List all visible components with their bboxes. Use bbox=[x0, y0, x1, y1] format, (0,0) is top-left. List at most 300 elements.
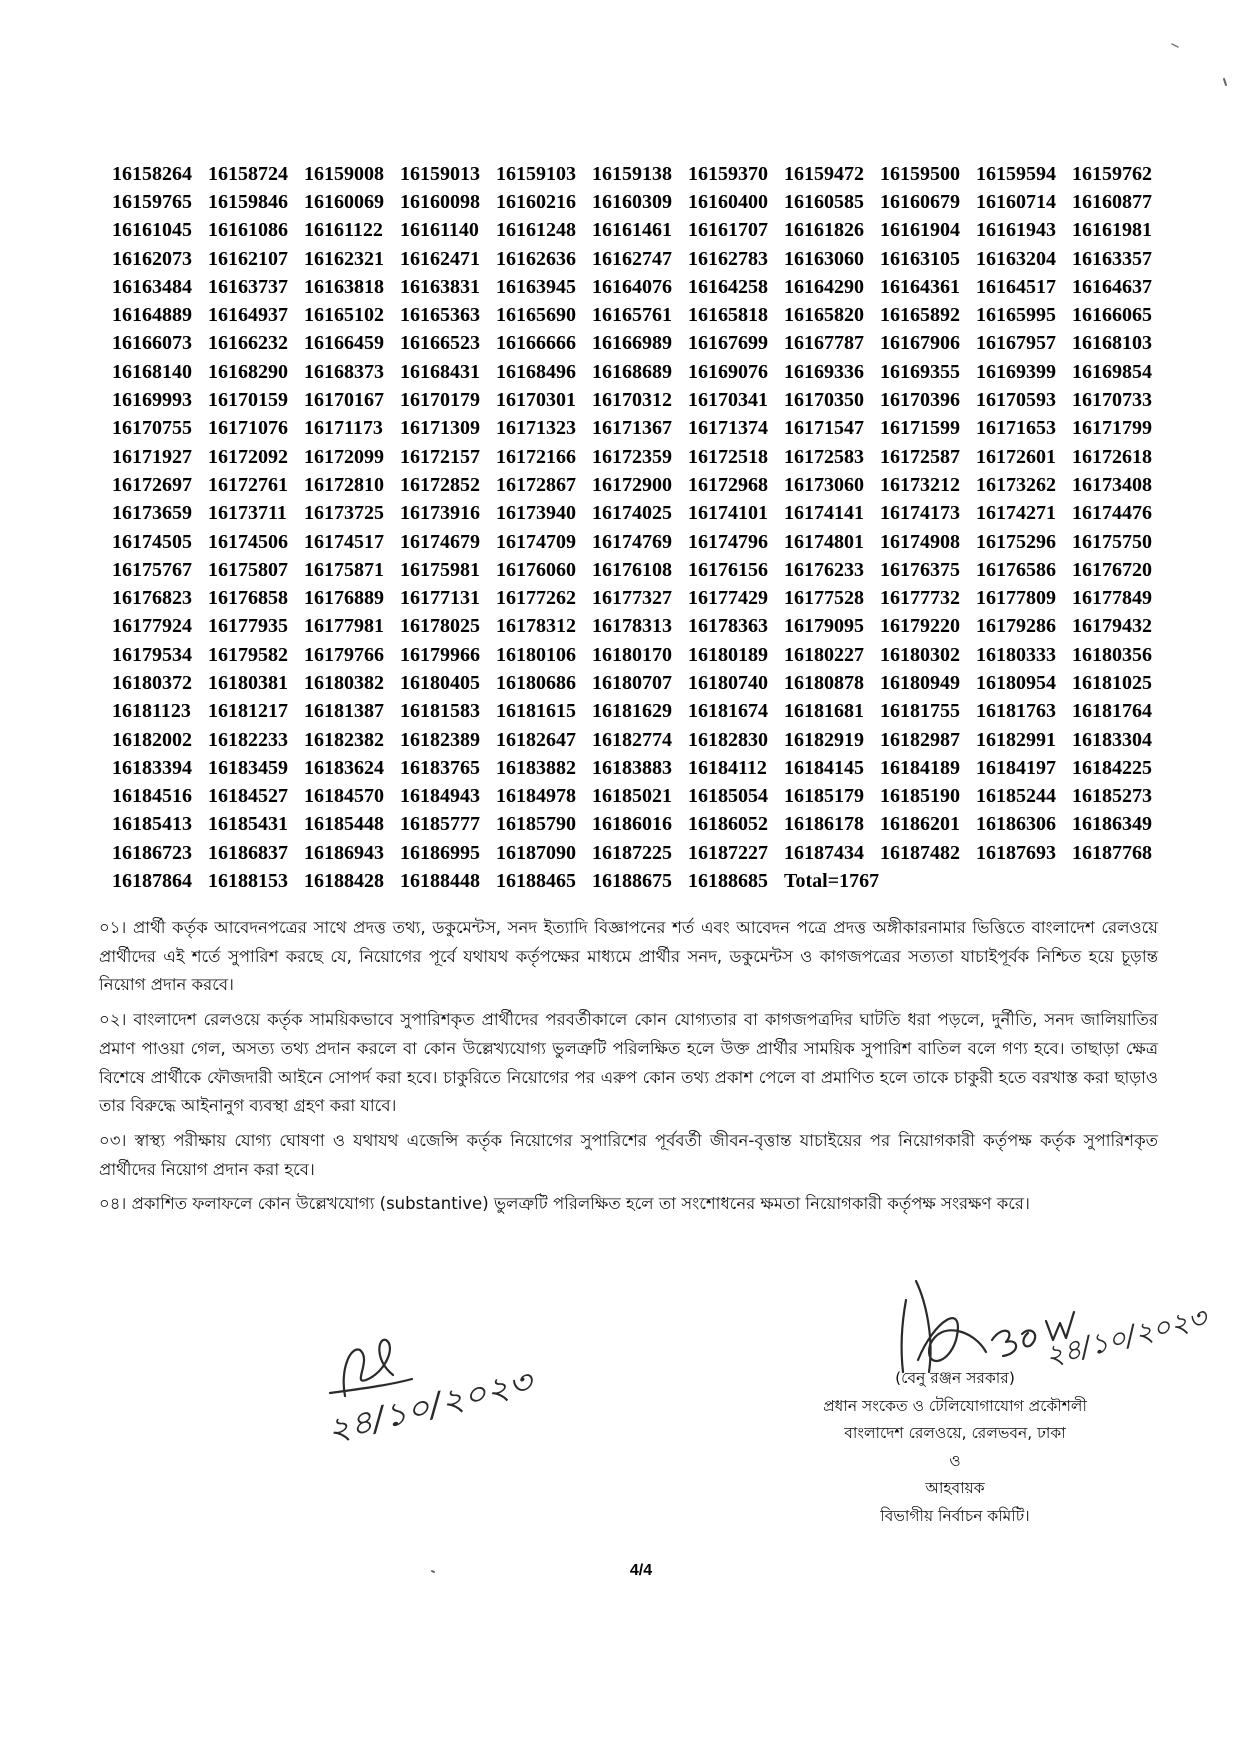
roll-number: 16174517 bbox=[304, 530, 384, 553]
roll-number: 16172518 bbox=[688, 445, 768, 468]
roll-number: 16181629 bbox=[592, 700, 672, 723]
roll-number: 16166459 bbox=[304, 332, 384, 355]
roll-number: 16186201 bbox=[880, 813, 960, 836]
note-2: ০২। বাংলাদেশ রেলওয়ে কর্তৃক সাময়িকভাবে সুপারিশকৃত প্রার্থীদের পরবর্তীকালে কোন যোগ্যতার বা কাগজপত্রদির ঘাটতি ধরা পড়লে, দুর্নীতি, সনদ জালিয়াতির প্রমাণ পাওয়া গেল, অসত্য তথ্য প্রদান করলে বা কোন উল্লেখ্যযোগ্য ভুলত্রুটি পরিলক্ষিত হলে উক্ত প্রার্থীর সাময়িক সুপারিশ বাতিল বলে গণ্য হবে। তাছাড়া ক্ষেত্র বিশেষে প্রার্থীকে ফৌজদারী আইনে সোপর্দ করা হবে। চাকুরিতে নিয়োগের পর এরুপ কোন তথ্য প্রকাশ পেলে বা প্রমাণিত হলে তাকে চাকুরী হতে বরখাস্ত করা ছাড়াও তার বিরুদ্ধে আইনানুগ ব্যবস্থা গ্রহণ করা যাবে। bbox=[99, 1010, 1158, 1116]
roll-number: 16172166 bbox=[496, 445, 576, 468]
signatory-conjunction: ও bbox=[949, 1451, 961, 1470]
roll-number: 16185054 bbox=[688, 785, 768, 808]
roll-number: 16187225 bbox=[592, 841, 672, 864]
roll-number: 16170593 bbox=[976, 389, 1056, 412]
roll-number: 16180106 bbox=[496, 643, 576, 666]
roll-number: 16182991 bbox=[976, 728, 1056, 751]
roll-number: 16159762 bbox=[1072, 162, 1152, 185]
signatory-block bbox=[795, 1365, 1115, 1531]
roll-number: 16167957 bbox=[976, 332, 1056, 355]
roll-number: 16171799 bbox=[1072, 417, 1152, 440]
roll-number: 16187434 bbox=[784, 841, 864, 864]
roll-number: 16161248 bbox=[496, 219, 576, 242]
roll-number: 16170733 bbox=[1072, 389, 1152, 412]
roll-number: 16171653 bbox=[976, 417, 1056, 440]
roll-number: 16162073 bbox=[112, 247, 192, 270]
roll-number: 16170350 bbox=[784, 389, 864, 412]
roll-number: 16186837 bbox=[208, 841, 288, 864]
roll-number: 16179966 bbox=[400, 643, 480, 666]
roll-number: 16174173 bbox=[880, 502, 960, 525]
roll-number: 16171323 bbox=[496, 417, 576, 440]
roll-number: 16185244 bbox=[976, 785, 1056, 808]
roll-number: 16171367 bbox=[592, 417, 672, 440]
roll-number: 16184516 bbox=[112, 785, 192, 808]
roll-number: 16180302 bbox=[880, 643, 960, 666]
roll-number: 16173916 bbox=[400, 502, 480, 525]
roll-number: 16184112 bbox=[688, 756, 767, 779]
note-3: ০৩। স্বাস্থ্য পরীক্ষায় যোগ্য ঘোষণা ও যথাযথ এজেন্সি কর্তৃক নিয়োগের সুপারিশের পূর্ববর্তী জীবন-বৃত্তান্ত যাচাইয়ের পর নিয়োগকারী কর্তৃপক্ষ কর্তৃক সুপারিশকৃত প্রার্থীদের নিয়োগ প্রদান করা হবে। bbox=[99, 1130, 1158, 1179]
roll-number: 16159013 bbox=[400, 162, 480, 185]
roll-number: 16184189 bbox=[880, 756, 960, 779]
roll-number: 16186052 bbox=[688, 813, 768, 836]
roll-number: 16175296 bbox=[976, 530, 1056, 553]
roll-number: 16185790 bbox=[496, 813, 576, 836]
roll-number: 16172867 bbox=[496, 473, 576, 496]
roll-number: 16162636 bbox=[496, 247, 576, 270]
roll-number: 16172587 bbox=[880, 445, 960, 468]
roll-number: 16173725 bbox=[304, 502, 384, 525]
roll-number: 16181583 bbox=[400, 700, 480, 723]
roll-number: 16172359 bbox=[592, 445, 672, 468]
roll-number: 16166232 bbox=[208, 332, 288, 355]
roll-number: 16175767 bbox=[112, 558, 192, 581]
roll-number: 16178313 bbox=[592, 615, 672, 638]
total-count: Total=1767 bbox=[784, 870, 880, 893]
roll-number: 16179095 bbox=[784, 615, 864, 638]
roll-number: 16179766 bbox=[304, 643, 384, 666]
roll-number: 16182830 bbox=[688, 728, 768, 751]
signature-left bbox=[323, 1340, 539, 1450]
roll-number: 16173711 bbox=[208, 502, 287, 525]
roll-number: 16176720 bbox=[1072, 558, 1152, 581]
roll-number: 16171374 bbox=[688, 417, 768, 440]
roll-number: 16168140 bbox=[112, 360, 192, 383]
roll-number: 16159472 bbox=[784, 162, 864, 185]
roll-number: 16174025 bbox=[592, 502, 672, 525]
signatory-office: বাংলাদেশ রেলওয়ে, রেলভবন, ঢাকা bbox=[844, 1424, 1066, 1443]
roll-number: 16161904 bbox=[880, 219, 960, 242]
roll-number: 16169854 bbox=[1072, 360, 1152, 383]
roll-number: 16187768 bbox=[1072, 841, 1152, 864]
roll-number: 16177528 bbox=[784, 587, 864, 610]
roll-number: 16181764 bbox=[1072, 700, 1152, 723]
roll-number: 16172618 bbox=[1072, 445, 1152, 468]
roll-number: 16167906 bbox=[880, 332, 960, 355]
roll-number: 16160585 bbox=[784, 190, 864, 213]
roll-number: 16172761 bbox=[208, 473, 288, 496]
signatory-designation: প্রধান সংকেত ও টেলিযোগাযোগ প্রকৌশলী bbox=[823, 1396, 1087, 1415]
roll-number: 16183459 bbox=[208, 756, 288, 779]
roll-number: 16170755 bbox=[112, 417, 192, 440]
roll-number: 16161122 bbox=[304, 219, 383, 242]
roll-number: 16164889 bbox=[112, 304, 192, 327]
roll-number: 16165818 bbox=[688, 304, 768, 327]
roll-number: 16174101 bbox=[688, 502, 768, 525]
roll-number: 16160098 bbox=[400, 190, 480, 213]
roll-number: 16187693 bbox=[976, 841, 1056, 864]
roll-number: 16185448 bbox=[304, 813, 384, 836]
roll-number: 16176233 bbox=[784, 558, 864, 581]
roll-number: 16182233 bbox=[208, 728, 288, 751]
roll-number: 16172697 bbox=[112, 473, 192, 496]
roll-number: 16160309 bbox=[592, 190, 672, 213]
roll-number: 16186306 bbox=[976, 813, 1056, 836]
roll-number: 16160877 bbox=[1072, 190, 1152, 213]
roll-number: 16170312 bbox=[592, 389, 672, 412]
roll-number: 16161943 bbox=[976, 219, 1056, 242]
roll-number: 16174679 bbox=[400, 530, 480, 553]
roll-number: 16173940 bbox=[496, 502, 576, 525]
roll-number: 16165363 bbox=[400, 304, 480, 327]
roll-number: 16163204 bbox=[976, 247, 1056, 270]
roll-number: 16180227 bbox=[784, 643, 864, 666]
note-4: ০৪। প্রকাশিত ফলাফলে কোন উল্লেখযোগ্য (substantive) ভুলত্রুটি পরিলক্ষিত হলে তা সংশোধনের ক্ষমতা নিয়োগকারী কর্তৃপক্ষ সংরক্ষণ করে। bbox=[99, 1194, 1030, 1214]
roll-number: 16176823 bbox=[112, 587, 192, 610]
roll-number: 16164637 bbox=[1072, 275, 1152, 298]
roll-number: 16159500 bbox=[880, 162, 960, 185]
signature-left-date: ২৪/১০/২০২৩ bbox=[322, 1367, 515, 1450]
roll-number: 16180686 bbox=[496, 671, 576, 694]
roll-number: 16165102 bbox=[304, 304, 384, 327]
signatory-committee: বিভাগীয় নির্বাচন কমিটি। bbox=[880, 1506, 1030, 1525]
roll-number: 16179534 bbox=[112, 643, 192, 666]
roll-number: 16188153 bbox=[208, 870, 288, 893]
roll-number: 16171599 bbox=[880, 417, 960, 440]
roll-number: 16169336 bbox=[784, 360, 864, 383]
roll-number: 16188428 bbox=[304, 870, 384, 893]
roll-number: 16177981 bbox=[304, 615, 384, 638]
roll-number: 16185431 bbox=[208, 813, 288, 836]
roll-number: 16187227 bbox=[688, 841, 768, 864]
roll-number: 16162321 bbox=[304, 247, 384, 270]
roll-number: 16186016 bbox=[592, 813, 672, 836]
roll-number: 16159846 bbox=[208, 190, 288, 213]
roll-number: 16174796 bbox=[688, 530, 768, 553]
roll-number: 16176586 bbox=[976, 558, 1056, 581]
roll-number: 16158724 bbox=[208, 162, 288, 185]
roll-number: 16171173 bbox=[304, 417, 383, 440]
roll-number: 16160400 bbox=[688, 190, 768, 213]
roll-number: 16180707 bbox=[592, 671, 672, 694]
roll-number: 16184978 bbox=[496, 785, 576, 808]
roll-number: 16159138 bbox=[592, 162, 672, 185]
roll-number: 16186349 bbox=[1072, 813, 1152, 836]
roll-number: 16169076 bbox=[688, 360, 768, 383]
roll-number: 16183394 bbox=[112, 756, 192, 779]
roll-number: 16170167 bbox=[304, 389, 384, 412]
roll-number: 16180954 bbox=[976, 671, 1056, 694]
roll-number: 16183883 bbox=[592, 756, 672, 779]
roll-number: 16181025 bbox=[1072, 671, 1152, 694]
roll-number: 16184197 bbox=[976, 756, 1056, 779]
roll-number: 16158264 bbox=[112, 162, 192, 185]
roll-number: 16159103 bbox=[496, 162, 576, 185]
roll-number: 16186995 bbox=[400, 841, 480, 864]
roll-number: 16182919 bbox=[784, 728, 864, 751]
roll-number: 16166523 bbox=[400, 332, 480, 355]
roll-number: 16168373 bbox=[304, 360, 384, 383]
roll-number: 16181387 bbox=[304, 700, 384, 723]
roll-number: 16174141 bbox=[784, 502, 864, 525]
roll-number: 16180382 bbox=[304, 671, 384, 694]
roll-number: 16167699 bbox=[688, 332, 768, 355]
roll-number: 16178312 bbox=[496, 615, 576, 638]
roll-number: 16175871 bbox=[304, 558, 384, 581]
roll-number: 16181674 bbox=[688, 700, 768, 723]
roll-number: 16161981 bbox=[1072, 219, 1152, 242]
roll-number: 16164937 bbox=[208, 304, 288, 327]
roll-number: 16165690 bbox=[496, 304, 576, 327]
roll-number: 16178025 bbox=[400, 615, 480, 638]
roll-number: 16177935 bbox=[208, 615, 288, 638]
roll-number: 16176375 bbox=[880, 558, 960, 581]
roll-number: 16172099 bbox=[304, 445, 384, 468]
roll-number: 16172968 bbox=[688, 473, 768, 496]
roll-number: 16180189 bbox=[688, 643, 768, 666]
roll-number: 16170159 bbox=[208, 389, 288, 412]
roll-number: 16181615 bbox=[496, 700, 576, 723]
roll-number: 16164361 bbox=[880, 275, 960, 298]
roll-number: 16171309 bbox=[400, 417, 480, 440]
roll-number: 16160216 bbox=[496, 190, 576, 213]
roll-number: 16176108 bbox=[592, 558, 672, 581]
roll-number: 16177327 bbox=[592, 587, 672, 610]
roll-number: 16170341 bbox=[688, 389, 768, 412]
roll-number: 16165995 bbox=[976, 304, 1056, 327]
roll-number: 16165761 bbox=[592, 304, 672, 327]
roll-number: 16173262 bbox=[976, 473, 1056, 496]
roll-number: 16180878 bbox=[784, 671, 864, 694]
roll-number: 16164258 bbox=[688, 275, 768, 298]
roll-number: 16179432 bbox=[1072, 615, 1152, 638]
roll-number: 16174801 bbox=[784, 530, 864, 553]
roll-number: 16184527 bbox=[208, 785, 288, 808]
roll-number: 16185021 bbox=[592, 785, 672, 808]
roll-number: 16181763 bbox=[976, 700, 1056, 723]
roll-number: 16180170 bbox=[592, 643, 672, 666]
roll-number: 16176156 bbox=[688, 558, 768, 581]
roll-number: 16173060 bbox=[784, 473, 864, 496]
roll-number: 16183624 bbox=[304, 756, 384, 779]
roll-number: 16184145 bbox=[784, 756, 864, 779]
signatory-role: আহবায়ক bbox=[925, 1479, 985, 1498]
roll-number: 16185273 bbox=[1072, 785, 1152, 808]
roll-number: 16161045 bbox=[112, 219, 192, 242]
roll-number: 16188448 bbox=[400, 870, 480, 893]
roll-number: 16175981 bbox=[400, 558, 480, 581]
roll-number: 16166065 bbox=[1072, 304, 1152, 327]
roll-number: 16173408 bbox=[1072, 473, 1152, 496]
roll-number: 16177809 bbox=[976, 587, 1056, 610]
roll-number: 16170301 bbox=[496, 389, 576, 412]
roll-number: 16186943 bbox=[304, 841, 384, 864]
roll-number: 16182647 bbox=[496, 728, 576, 751]
roll-number: 16187482 bbox=[880, 841, 960, 864]
roll-number: 16177732 bbox=[880, 587, 960, 610]
roll-number: 16163945 bbox=[496, 275, 576, 298]
roll-number: 16169993 bbox=[112, 389, 192, 412]
roll-number: 16180740 bbox=[688, 671, 768, 694]
roll-number: 16179220 bbox=[880, 615, 960, 638]
roll-number: 16168689 bbox=[592, 360, 672, 383]
roll-number: 16168431 bbox=[400, 360, 480, 383]
roll-number: 16174506 bbox=[208, 530, 288, 553]
roll-number: 16165892 bbox=[880, 304, 960, 327]
roll-number: 16180405 bbox=[400, 671, 480, 694]
roll-number: 16162747 bbox=[592, 247, 672, 270]
roll-number: 16174908 bbox=[880, 530, 960, 553]
roll-number: 16164517 bbox=[976, 275, 1056, 298]
roll-number: 16160714 bbox=[976, 190, 1056, 213]
roll-number: 16172092 bbox=[208, 445, 288, 468]
roll-number: 16174476 bbox=[1072, 502, 1152, 525]
roll-number: 16181123 bbox=[112, 700, 191, 723]
note-1: ০১। প্রার্থী কর্তৃক আবেদনপত্রের সাথে প্রদত্ত তথ্য, ডকুমেন্টস, সনদ ইত্যাদি বিজ্ঞাপনের শর্ত এবং আবেদন পত্রে প্রদত্ত অঙ্গীকারনামার ভিত্তিতে বাংলাদেশ রেলওয়ে প্রার্থীদের এই শর্তে সুপারিশ করছে যে, নিয়োগের পূর্বে যথাযথ কর্তৃপক্ষের মাধ্যমে প্রার্থীর সনদ, ডকুমেন্টস ও কাগজপত্রের সত্যতা যাচাইপূর্বক নিশ্চিত হয়ে চূড়ান্ত নিয়োগ প্রদান করবে। bbox=[99, 918, 1158, 995]
roll-number: 16187864 bbox=[112, 870, 192, 893]
roll-number: 16160069 bbox=[304, 190, 384, 213]
roll-number: 16168290 bbox=[208, 360, 288, 383]
roll-number: 16172852 bbox=[400, 473, 480, 496]
roll-number: 16159765 bbox=[112, 190, 192, 213]
conditions-notes bbox=[99, 914, 1158, 1225]
roll-number: 16185777 bbox=[400, 813, 480, 836]
roll-number: 16177429 bbox=[688, 587, 768, 610]
roll-number: 16173659 bbox=[112, 502, 192, 525]
signatory-name: (বেনু রঞ্জন সরকার) bbox=[895, 1369, 1015, 1387]
roll-number: 16161707 bbox=[688, 219, 768, 242]
roll-number: 16169399 bbox=[976, 360, 1056, 383]
roll-number: 16183882 bbox=[496, 756, 576, 779]
roll-number: 16168103 bbox=[1072, 332, 1152, 355]
roll-number: 16166666 bbox=[496, 332, 576, 355]
roll-number: 16166989 bbox=[592, 332, 672, 355]
roll-number-grid bbox=[112, 160, 1168, 896]
roll-number: 16180333 bbox=[976, 643, 1056, 666]
page-number: 4/4 bbox=[629, 1562, 653, 1579]
roll-number: 16166073 bbox=[112, 332, 192, 355]
roll-number: 16180381 bbox=[208, 671, 288, 694]
roll-number: 16184225 bbox=[1072, 756, 1152, 779]
roll-number: 16179286 bbox=[976, 615, 1056, 638]
roll-number: 16161086 bbox=[208, 219, 288, 242]
roll-number: 16183304 bbox=[1072, 728, 1152, 751]
roll-number: 16177924 bbox=[112, 615, 192, 638]
roll-number: 16163105 bbox=[880, 247, 960, 270]
roll-number: 16174505 bbox=[112, 530, 192, 553]
roll-number: 16163357 bbox=[1072, 247, 1152, 270]
roll-number: 16163818 bbox=[304, 275, 384, 298]
roll-number: 16161826 bbox=[784, 219, 864, 242]
roll-number: 16159008 bbox=[304, 162, 384, 185]
roll-number: 16171547 bbox=[784, 417, 864, 440]
roll-number: 16163484 bbox=[112, 275, 192, 298]
roll-number: 16172157 bbox=[400, 445, 480, 468]
roll-number: 16164290 bbox=[784, 275, 864, 298]
roll-number: 16173212 bbox=[880, 473, 960, 496]
roll-number: 16162471 bbox=[400, 247, 480, 270]
roll-number: 16174769 bbox=[592, 530, 672, 553]
roll-number: 16182774 bbox=[592, 728, 672, 751]
roll-number: 16172601 bbox=[976, 445, 1056, 468]
roll-number: 16170396 bbox=[880, 389, 960, 412]
roll-number: 16183765 bbox=[400, 756, 480, 779]
roll-number: 16160679 bbox=[880, 190, 960, 213]
roll-number: 16172900 bbox=[592, 473, 672, 496]
roll-number: 16185179 bbox=[784, 785, 864, 808]
roll-number: 16188465 bbox=[496, 870, 576, 893]
roll-number: 16179582 bbox=[208, 643, 288, 666]
roll-number: 16176858 bbox=[208, 587, 288, 610]
roll-number: 16186723 bbox=[112, 841, 192, 864]
roll-number: 16186178 bbox=[784, 813, 864, 836]
roll-number: 16182002 bbox=[112, 728, 192, 751]
roll-number: 16188675 bbox=[592, 870, 672, 893]
roll-number: 16187090 bbox=[496, 841, 576, 864]
roll-number: 16181755 bbox=[880, 700, 960, 723]
roll-number: 16180949 bbox=[880, 671, 960, 694]
roll-number: 16161140 bbox=[400, 219, 479, 242]
roll-number: 16172583 bbox=[784, 445, 864, 468]
roll-number: 16171927 bbox=[112, 445, 192, 468]
roll-number: 16178363 bbox=[688, 615, 768, 638]
roll-number: 16176060 bbox=[496, 558, 576, 581]
roll-number: 16175807 bbox=[208, 558, 288, 581]
roll-number: 16174709 bbox=[496, 530, 576, 553]
signature-right bbox=[902, 1281, 1213, 1373]
roll-number: 16174271 bbox=[976, 502, 1056, 525]
roll-number: 16177131 bbox=[400, 587, 480, 610]
roll-number: 16172810 bbox=[304, 473, 384, 496]
roll-number: 16182389 bbox=[400, 728, 480, 751]
roll-number: 16180356 bbox=[1072, 643, 1152, 666]
roll-number: 16181217 bbox=[208, 700, 288, 723]
roll-number: 16164076 bbox=[592, 275, 672, 298]
roll-number: 16169355 bbox=[880, 360, 960, 383]
roll-number: 16162783 bbox=[688, 247, 768, 270]
roll-number: 16182987 bbox=[880, 728, 960, 751]
roll-number: 16182382 bbox=[304, 728, 384, 751]
roll-number: 16176889 bbox=[304, 587, 384, 610]
roll-number: 16163831 bbox=[400, 275, 480, 298]
roll-number: 16177849 bbox=[1072, 587, 1152, 610]
roll-number: 16184943 bbox=[400, 785, 480, 808]
roll-number: 16159594 bbox=[976, 162, 1056, 185]
roll-number: 16162107 bbox=[208, 247, 288, 270]
roll-number: 16188685 bbox=[688, 870, 768, 893]
roll-number: 16184570 bbox=[304, 785, 384, 808]
roll-number: 16167787 bbox=[784, 332, 864, 355]
roll-number: 16180372 bbox=[112, 671, 192, 694]
roll-number: 16185190 bbox=[880, 785, 960, 808]
roll-number: 16185413 bbox=[112, 813, 192, 836]
roll-number: 16163737 bbox=[208, 275, 288, 298]
roll-number: 16165820 bbox=[784, 304, 864, 327]
roll-number: 16163060 bbox=[784, 247, 864, 270]
roll-number: 16170179 bbox=[400, 389, 480, 412]
roll-number: 16175750 bbox=[1072, 530, 1152, 553]
roll-number: 16168496 bbox=[496, 360, 576, 383]
roll-number: 16161461 bbox=[592, 219, 672, 242]
signature-right-date: ২৪/১০/২০২৩ bbox=[1041, 1300, 1210, 1373]
roll-number: 16177262 bbox=[496, 587, 576, 610]
roll-number: 16159370 bbox=[688, 162, 768, 185]
roll-number: 16171076 bbox=[208, 417, 288, 440]
